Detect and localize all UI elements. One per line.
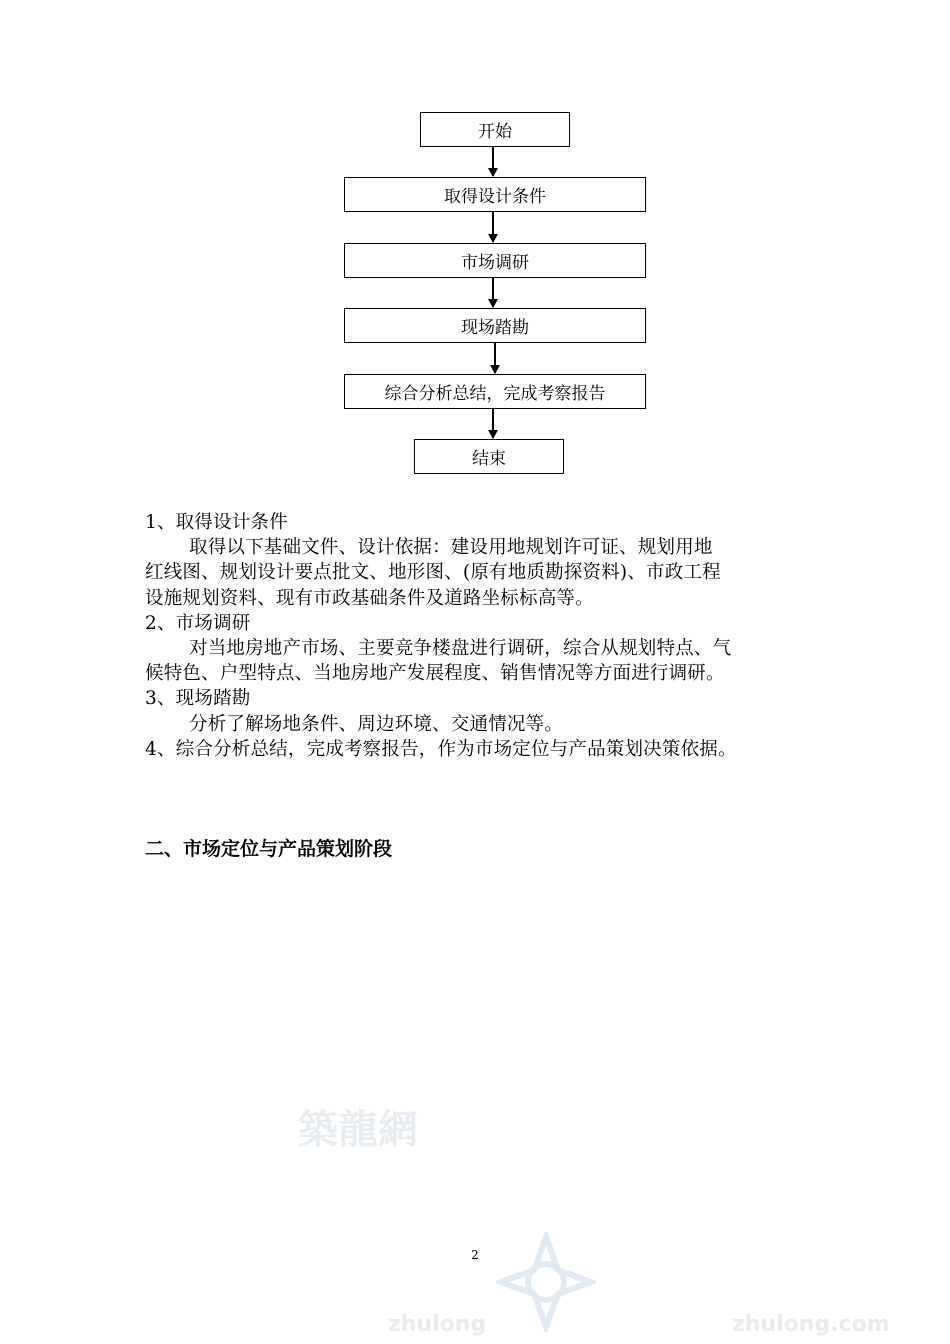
watermark-center: 築龍網 xyxy=(298,1106,418,1153)
flow-step-market-research: 市场调研 xyxy=(344,243,646,278)
flow-step-site-survey: 现场踏勘 xyxy=(344,308,646,343)
paragraph-line: 候特色、户型特点、当地房地产发展程度、销售情况等方面进行调研。 xyxy=(145,663,725,685)
section-heading: 二、市场定位与产品策划阶段 xyxy=(145,838,393,860)
flow-arrow xyxy=(494,343,496,373)
page-number: 2 xyxy=(471,1248,479,1262)
paragraph-line: 分析了解场地条件、周边环境、交通情况等。 xyxy=(189,713,564,735)
paragraph-line: 设施规划资料、现有市政基础条件及道路坐标标高等。 xyxy=(145,587,594,609)
flow-arrow xyxy=(492,212,494,242)
flow-arrow xyxy=(492,147,494,176)
paragraph-line: 红线图、规划设计要点批文、地形图、(原有地质勘探资料)、市政工程 xyxy=(145,562,721,584)
flow-step-summary-report: 综合分析总结，完成考察报告 xyxy=(344,374,646,409)
section-2-title: 2、市场调研 xyxy=(145,612,251,634)
watermark-footer-left: zhulong xyxy=(388,1312,487,1337)
section-1-title: 1、取得设计条件 xyxy=(145,512,288,533)
flow-arrow xyxy=(492,278,494,307)
body-text xyxy=(145,510,815,762)
section-3-title: 3、现场踏勘 xyxy=(145,688,251,710)
flow-step-end: 结束 xyxy=(414,439,564,474)
flow-step-design-conditions: 取得设计条件 xyxy=(344,177,646,212)
flow-step-start: 开始 xyxy=(420,112,570,147)
paragraph-line: 对当地房地产市场、主要竞争楼盘进行调研，综合从规划特点、气 xyxy=(189,638,732,660)
flow-arrow xyxy=(492,409,494,438)
paragraph-line: 取得以下基础文件、设计依据：建设用地规划许可证、规划用地 xyxy=(189,537,713,559)
section-4-line: 4、综合分析总结，完成考察报告，作为市场定位与产品策划决策依据。 xyxy=(145,738,737,760)
watermark-footer-right: zhulong.com xyxy=(732,1312,890,1337)
watermark-logo-icon xyxy=(496,1232,596,1332)
